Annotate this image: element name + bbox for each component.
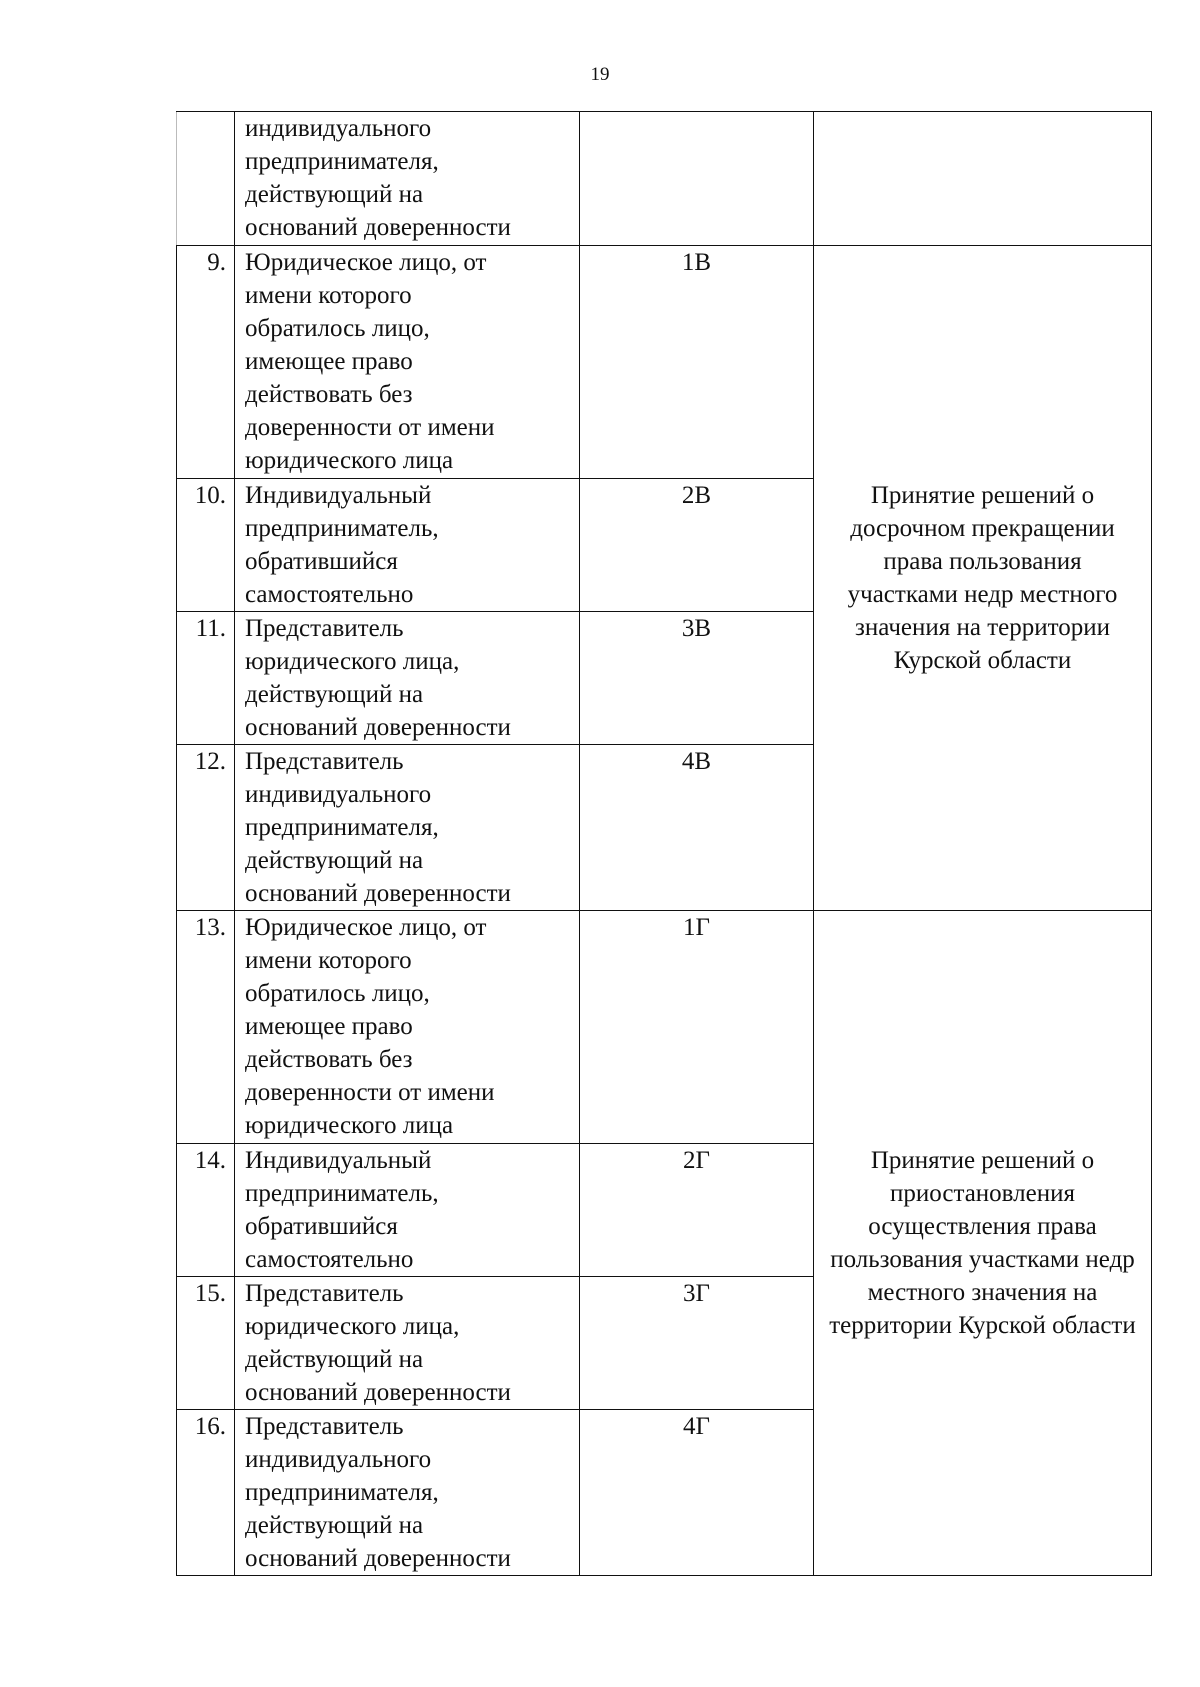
service-description [814,112,1152,246]
row-number [177,112,235,246]
row-code: 1В [580,246,814,479]
row-subject: индивидуального предпринимателя, действующий на оснований доверенности [235,112,580,246]
row-subject: Представитель индивидуального предпринимателя, действующий на оснований доверенности [235,745,580,911]
table-row [177,246,1152,479]
row-number: 16. [177,1410,235,1576]
row-number: 15. [177,1277,235,1410]
row-number: 10. [177,479,235,612]
row-subject: Индивидуальный предприниматель, обратившийся самостоятельно [235,479,580,612]
row-subject: Индивидуальный предприниматель, обратившийся самостоятельно [235,1144,580,1277]
row-number: 12. [177,745,235,911]
row-code: 3Г [580,1277,814,1410]
row-code: 2Г [580,1144,814,1277]
row-number: 14. [177,1144,235,1277]
row-code: 1Г [580,911,814,1144]
service-description-early-termination: Принятие решений о досрочном прекращении права пользования участками недр местного значения на территории Курской области [814,246,1152,911]
row-subject: Юридическое лицо, от имени которого обратилось лицо, имеющее право действовать без доверенности от имени юридического лица [235,246,580,479]
row-subject: Представитель юридического лица, действующий на оснований доверенности [235,1277,580,1410]
row-number: 11. [177,612,235,745]
row-code: 3В [580,612,814,745]
row-code: 4Г [580,1410,814,1576]
row-code: 2В [580,479,814,612]
row-subject: Представитель юридического лица, действующий на оснований доверенности [235,612,580,745]
page-number: 19 [590,64,610,85]
row-subject: Представитель индивидуального предпринимателя, действующий на оснований доверенности [235,1410,580,1576]
row-subject: Юридическое лицо, от имени которого обратилось лицо, имеющее право действовать без доверенности от имени юридического лица [235,911,580,1144]
row-code [580,112,814,246]
services-table [176,111,1152,1576]
row-number: 9. [177,246,235,479]
row-code: 4В [580,745,814,911]
table-row [177,112,1152,246]
service-description-suspension: Принятие решений о приостановления осуществления права пользования участками недр местного значения на территории Курской области [814,911,1152,1576]
row-number: 13. [177,911,235,1144]
table-row [177,911,1152,1144]
